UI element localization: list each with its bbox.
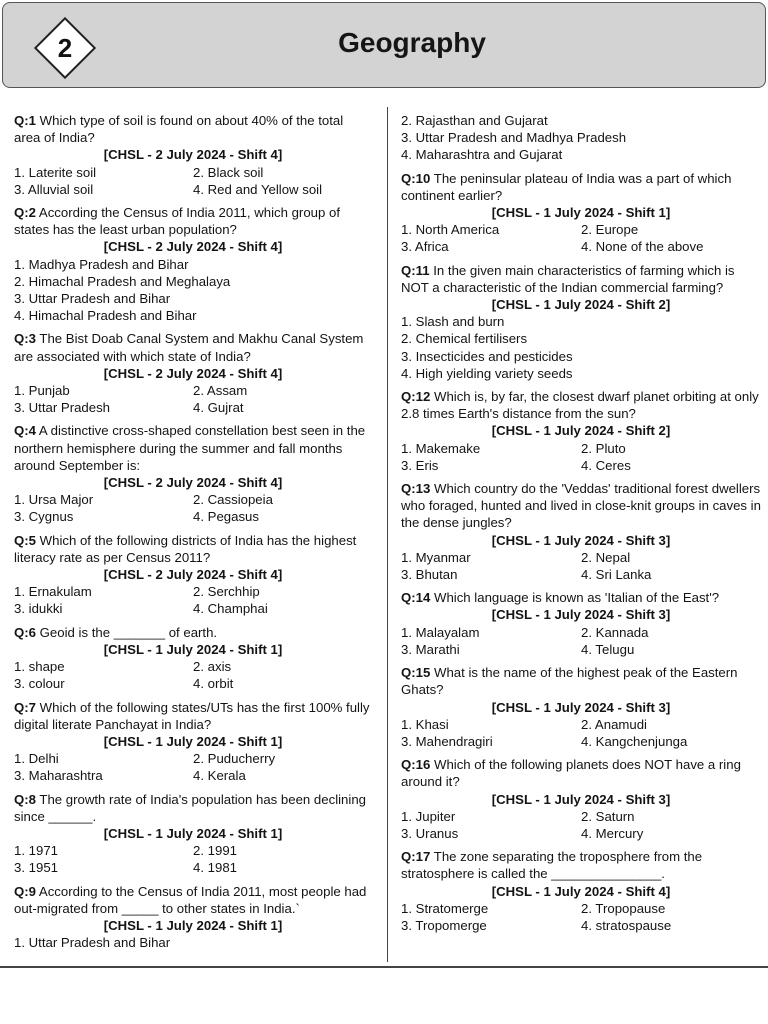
option-row bbox=[14, 658, 372, 675]
option-item: 3. Tropomerge bbox=[401, 917, 487, 933]
option-row bbox=[401, 641, 761, 658]
exam-tag: [CHSL - 1 July 2024 - Shift 1] bbox=[103, 733, 283, 749]
option-item: 4. High yielding variety seeds bbox=[401, 365, 573, 381]
option-item: 3. Mahendragiri bbox=[401, 733, 493, 749]
option-item: 4. stratospause bbox=[581, 917, 672, 933]
option-row bbox=[14, 399, 372, 416]
question-text bbox=[14, 330, 372, 364]
question-body: The zone separating the troposphere from the stratosphere is called the _______________. bbox=[401, 849, 703, 882]
option-item: 1. Laterite soil bbox=[14, 164, 97, 180]
exam-tag: [CHSL - 1 July 2024 - Shift 3] bbox=[491, 699, 671, 715]
left-column bbox=[14, 112, 372, 951]
option-item: 2. Black soil bbox=[193, 164, 264, 180]
option-item: 4. Telugu bbox=[581, 641, 635, 657]
option-item: 4. Red and Yellow soil bbox=[193, 181, 323, 197]
option-item: 1. shape bbox=[14, 659, 65, 675]
question-body: The growth rate of India's population has been declining since ______. bbox=[14, 791, 366, 824]
option-item: 3. Uttar Pradesh and Madhya Pradesh bbox=[401, 130, 627, 146]
option-item: 4. Kangchenjunga bbox=[581, 733, 688, 749]
question-body: The peninsular plateau of India was a part of which continent earlier? bbox=[401, 170, 732, 203]
chapter-number: 2 bbox=[57, 33, 73, 63]
option-item: 2. Europe bbox=[581, 222, 639, 238]
exam-tag: [CHSL - 1 July 2024 - Shift 3] bbox=[491, 791, 671, 807]
question-body: Which type of soil is found on about 40% of the total area of India? bbox=[14, 113, 344, 146]
option-item: 1. 1971 bbox=[14, 843, 58, 859]
question-number: Q:8 bbox=[14, 791, 36, 807]
option-row bbox=[14, 600, 372, 617]
option-item: 3. Uttar Pradesh and Bihar bbox=[14, 291, 171, 307]
option-item: 1. Ursa Major bbox=[14, 492, 94, 508]
option-item: 4. Sri Lanka bbox=[581, 567, 652, 583]
exam-tag: [CHSL - 1 July 2024 - Shift 3] bbox=[491, 607, 671, 623]
page-title: Geography bbox=[338, 27, 486, 58]
option-item: 1. Stratomerge bbox=[401, 900, 489, 916]
option-item: 2. Rajasthan and Gujarat bbox=[401, 113, 548, 128]
exam-tag: [CHSL - 1 July 2024 - Shift 1] bbox=[103, 641, 283, 657]
question-text bbox=[401, 848, 761, 882]
option-item: 2. Pluto bbox=[581, 440, 626, 456]
option-item: 2. Serchhip bbox=[193, 584, 260, 600]
right-column bbox=[401, 112, 761, 934]
option-row bbox=[14, 583, 372, 600]
question-body: Which language is known as 'Italian of the East'? bbox=[434, 590, 720, 606]
question-text bbox=[14, 112, 372, 146]
exam-tag: [CHSL - 2 July 2024 - Shift 4] bbox=[103, 147, 283, 163]
option-row bbox=[401, 808, 761, 825]
exam-tag: [CHSL - 2 July 2024 - Shift 4] bbox=[103, 239, 283, 255]
question-body: According the Census of India 2011, which group of states has the least urban population? bbox=[14, 205, 340, 238]
exam-tag: [CHSL - 1 July 2024 - Shift 3] bbox=[491, 532, 671, 548]
option-row bbox=[14, 767, 372, 784]
question-body: The Bist Doab Canal System and Makhu Canal System are associated with which state of India? bbox=[14, 331, 364, 364]
option-item: 4. Gujrat bbox=[193, 400, 244, 416]
question-number: Q:14 bbox=[401, 590, 431, 606]
option-item: 1. Delhi bbox=[14, 751, 59, 767]
question-text bbox=[14, 791, 372, 825]
bottom-rule bbox=[0, 966, 768, 968]
option-item: 2. Assam bbox=[193, 383, 248, 399]
exam-tag: [CHSL - 2 July 2024 - Shift 4] bbox=[103, 365, 283, 381]
question-text bbox=[14, 204, 372, 238]
option-item: 1. Myanmar bbox=[401, 549, 471, 565]
question-body: What is the name of the highest peak of the Eastern Ghats? bbox=[401, 665, 738, 698]
option-item: 3. colour bbox=[14, 676, 65, 692]
question-text bbox=[401, 589, 761, 606]
option-item: 3. Africa bbox=[401, 239, 449, 255]
option-row bbox=[401, 900, 761, 917]
option-item: 3. Uttar Pradesh bbox=[14, 400, 111, 416]
option-item: 1. Jupiter bbox=[401, 808, 456, 824]
option-item: 1. Slash and burn bbox=[401, 314, 505, 330]
option-item: 2. 1991 bbox=[193, 843, 237, 859]
question-number: Q:17 bbox=[401, 849, 431, 865]
question-number: Q:1 bbox=[14, 113, 36, 128]
question-number: Q:3 bbox=[14, 331, 36, 347]
option-item: 3. Maharashtra bbox=[14, 768, 103, 784]
option-row bbox=[14, 508, 372, 525]
question-number: Q:16 bbox=[401, 757, 431, 773]
question-number: Q:11 bbox=[401, 262, 430, 278]
question-text bbox=[14, 532, 372, 566]
option-item: 3. Uranus bbox=[401, 825, 459, 841]
option-item: 3. idukki bbox=[14, 601, 63, 617]
option-row bbox=[14, 750, 372, 767]
question-body: Which country do the 'Veddas' traditional forest dwellers who foraged, hunted and lived in close-knit groups in caves in the dense jungles? bbox=[401, 481, 761, 531]
question-text bbox=[401, 262, 761, 296]
question-body: In the given main characteristics of farming which is NOT a characteristic of the Indian commercial farming? bbox=[401, 262, 735, 295]
question-number: Q:9 bbox=[14, 883, 36, 899]
exam-tag: [CHSL - 1 July 2024 - Shift 1] bbox=[491, 205, 671, 221]
option-item: 4. Himachal Pradesh and Bihar bbox=[14, 308, 197, 324]
option-item: 3. Marathi bbox=[401, 641, 460, 657]
question-number: Q:6 bbox=[14, 624, 36, 640]
option-row bbox=[401, 917, 761, 934]
option-item: 1. Makemake bbox=[401, 440, 481, 456]
option-item: 1. Uttar Pradesh and Bihar bbox=[14, 935, 171, 951]
question-number: Q:10 bbox=[401, 170, 431, 186]
question-number: Q:7 bbox=[14, 699, 36, 715]
option-row bbox=[401, 733, 761, 750]
option-item: 4. 1981 bbox=[193, 860, 237, 876]
question-body: Which of the following states/UTs has the first 100% fully digital literate Panchayat in India? bbox=[14, 699, 370, 732]
question-text bbox=[14, 422, 372, 474]
question-text bbox=[14, 883, 372, 917]
exam-tag: [CHSL - 2 July 2024 - Shift 4] bbox=[103, 475, 283, 491]
question-body: According to the Census of India 2011, most people had out-migrated from _____ to other states in India.` bbox=[14, 883, 367, 916]
exam-tag: [CHSL - 1 July 2024 - Shift 2] bbox=[491, 297, 671, 313]
option-item: 4. Champhai bbox=[193, 601, 268, 617]
question-text bbox=[401, 480, 761, 532]
option-row bbox=[401, 238, 761, 255]
exam-tag: [CHSL - 1 July 2024 - Shift 1] bbox=[103, 917, 283, 933]
option-item: 3. Insecticides and pesticides bbox=[401, 348, 573, 364]
option-item: 3. Eris bbox=[401, 457, 439, 473]
question-text bbox=[401, 756, 761, 790]
option-item: 1. Madhya Pradesh and Bihar bbox=[14, 256, 189, 272]
question-text bbox=[14, 699, 372, 733]
option-item: 2. Chemical fertilisers bbox=[401, 331, 528, 347]
option-item: 1. Ernakulam bbox=[14, 584, 92, 600]
question-number: Q:15 bbox=[401, 665, 431, 681]
option-item: 4. Kerala bbox=[193, 768, 246, 784]
option-item: 3. Cygnus bbox=[14, 509, 74, 525]
exam-tag: [CHSL - 2 July 2024 - Shift 4] bbox=[103, 567, 283, 583]
option-item: 2. Kannada bbox=[581, 624, 649, 640]
question-body: Which of the following districts of India has the highest literacy rate as per Census 2011? bbox=[14, 532, 357, 565]
question-body: Geoid is the _______ of earth. bbox=[39, 624, 218, 640]
option-item: 4. Ceres bbox=[581, 457, 631, 473]
option-item: 4. orbit bbox=[193, 676, 234, 692]
option-item: 2. Cassiopeia bbox=[193, 492, 273, 508]
option-item: 1. Khasi bbox=[401, 716, 449, 732]
question-number: Q:12 bbox=[401, 389, 431, 405]
option-row bbox=[401, 825, 761, 842]
option-item: 2. axis bbox=[193, 659, 232, 675]
option-row bbox=[14, 181, 372, 198]
option-item: 3. 1951 bbox=[14, 860, 58, 876]
option-item: 4. None of the above bbox=[581, 239, 704, 255]
exam-tag: [CHSL - 1 July 2024 - Shift 2] bbox=[491, 423, 671, 439]
option-row bbox=[401, 440, 761, 457]
question-number: Q:13 bbox=[401, 481, 431, 497]
question-number: Q:4 bbox=[14, 423, 36, 439]
option-item: 2. Tropopause bbox=[581, 900, 666, 916]
question-text bbox=[14, 624, 372, 641]
option-item: 1. North America bbox=[401, 222, 500, 238]
option-row bbox=[14, 164, 372, 181]
option-item: 4. Pegasus bbox=[193, 509, 259, 525]
option-item: 1. Malayalam bbox=[401, 624, 480, 640]
option-item: 1. Punjab bbox=[14, 383, 70, 399]
chapter-header bbox=[2, 2, 766, 88]
option-row bbox=[14, 382, 372, 399]
option-row bbox=[401, 624, 761, 641]
option-item: 4. Maharashtra and Gujarat bbox=[401, 147, 563, 163]
question-body: Which of the following planets does NOT have a ring around it? bbox=[401, 757, 741, 790]
option-row bbox=[401, 566, 761, 583]
option-row bbox=[401, 716, 761, 733]
option-row bbox=[14, 842, 372, 859]
option-item: 2. Nepal bbox=[581, 549, 631, 565]
option-row bbox=[401, 549, 761, 566]
option-row bbox=[401, 221, 761, 238]
option-item: 2. Saturn bbox=[581, 808, 635, 824]
question-body: Which is, by far, the closest dwarf planet orbiting at only 2.8 times Earth's distance from the sun? bbox=[401, 389, 759, 422]
option-row bbox=[14, 675, 372, 692]
question-text bbox=[401, 664, 761, 698]
option-item: 2. Puducherry bbox=[193, 751, 276, 767]
question-text bbox=[401, 170, 761, 204]
exam-tag: [CHSL - 1 July 2024 - Shift 4] bbox=[491, 883, 671, 899]
option-item: 2. Anamudi bbox=[581, 716, 647, 732]
question-number: Q:2 bbox=[14, 205, 36, 221]
exam-tag: [CHSL - 1 July 2024 - Shift 1] bbox=[103, 825, 283, 841]
option-item: 3. Bhutan bbox=[401, 567, 458, 583]
question-number: Q:5 bbox=[14, 532, 36, 548]
question-text bbox=[401, 388, 761, 422]
option-row bbox=[14, 859, 372, 876]
option-item: 3. Alluvial soil bbox=[14, 181, 94, 197]
option-item: 2. Himachal Pradesh and Meghalaya bbox=[14, 273, 231, 289]
option-row bbox=[401, 457, 761, 474]
column-divider bbox=[387, 107, 388, 962]
option-row bbox=[14, 491, 372, 508]
question-body: A distinctive cross-shaped constellation best seen in the northern hemisphere during the summer and fall months around September is: bbox=[14, 423, 366, 473]
option-item: 4. Mercury bbox=[581, 825, 644, 841]
